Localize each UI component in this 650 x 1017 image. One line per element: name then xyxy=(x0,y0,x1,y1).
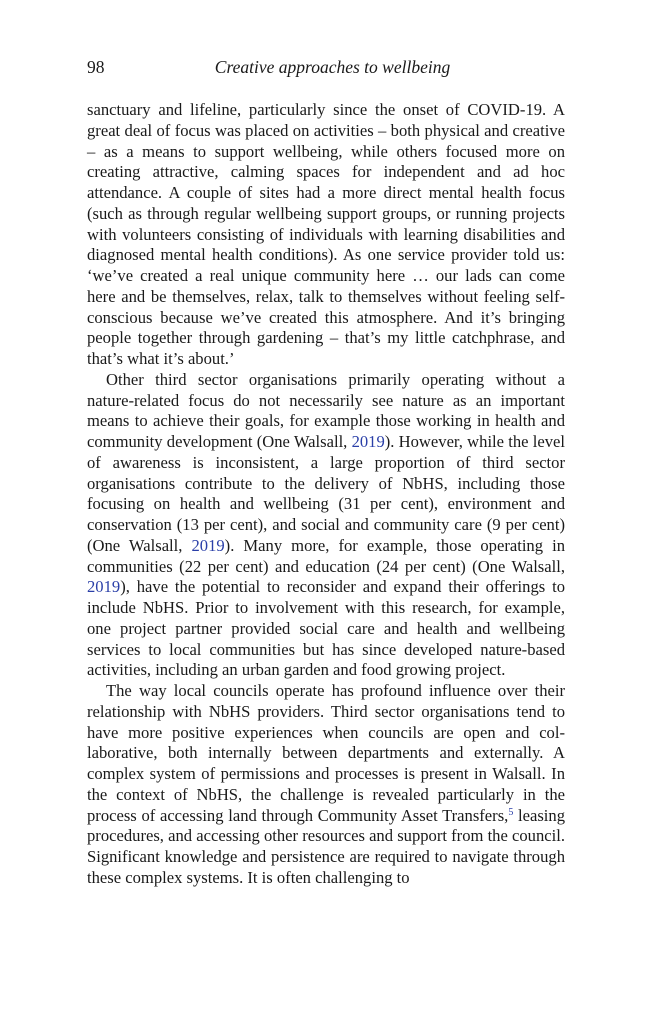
running-title: Creative approaches to wellbeing xyxy=(214,57,451,77)
body-text xyxy=(87,100,565,889)
page-header xyxy=(87,57,564,79)
paragraph-text: ). Many more, for example, those operating in communities (22 per cent) and education (24 per cent) (One Walsall, xyxy=(87,535,565,576)
citation-link[interactable]: 2019 xyxy=(191,535,225,555)
page-number: 98 xyxy=(87,57,105,77)
paragraph-3 xyxy=(87,681,565,889)
paragraph-2 xyxy=(87,370,565,681)
paragraph-text: ), have the potential to reconsider and expand their offerings to include NbHS. Prior to involvement with this research, for example, one project partner provided social care and health and wellbeing services to local communities but has since developed nature-based activities, including an urban garden and food growing project. xyxy=(87,577,565,680)
paragraph-text: The way local councils operate has profound influence over their relationship with NbHS providers. Third sector organisations tend to have more positive experiences when councils are open and collaborative, both internally between departments and externally. A complex system of permissions and processes is present in Walsall. In the context of NbHS, the challenge is revealed particularly in the process of accessing land through Community Asset Transfers, xyxy=(87,681,565,825)
paragraph-text: leasing procedures, and accessing other resources and support from the council. Significant knowledge and persistence are required to navigate through these complex systems. It is often challenging to xyxy=(87,805,565,887)
paragraph-text: sanctuary and lifeline, particularly since the onset of COVID-19. A great deal of focus was placed on activities – both physical and creative – as a means to support wellbeing, while others focused more on creating attractive, calming spaces for independent and ad hoc attendance. A couple of sites had a more direct mental health focus (such as through regular wellbeing support groups, or running projects with volunteers consisting of individuals with learning disabilities and diagnosed mental health conditions). As one service provider told us: ‘we’ve created a real unique community here … our lads can come here and be themselves, relax, talk to themselves without feeling self-conscious because we’ve created this atmosphere. And it’s bringing people together through gardening – that’s my little catchphrase, and that’s what it’s about.’ xyxy=(87,100,565,368)
paragraph-text: Other third sector organisations primarily operating without a nature-related focus do not necessarily see nature as an important means to achieve their goals, for example those working in health and community development (One Walsall, xyxy=(87,369,565,451)
citation-link[interactable]: 2019 xyxy=(87,577,121,597)
paragraph-1 xyxy=(87,100,565,370)
paragraph-text: ). However, while the level of awareness is inconsistent, a large proportion of third sector organisations contribute to the delivery of NbHS, including those focusing on health and wellbeing (31 per cent), environment and conservation (13 per cent), and social and community care (9 per cent) (One Walsall, xyxy=(87,432,565,555)
citation-link[interactable]: 2019 xyxy=(351,432,385,451)
footnote-ref-link[interactable]: 5 xyxy=(508,806,514,818)
